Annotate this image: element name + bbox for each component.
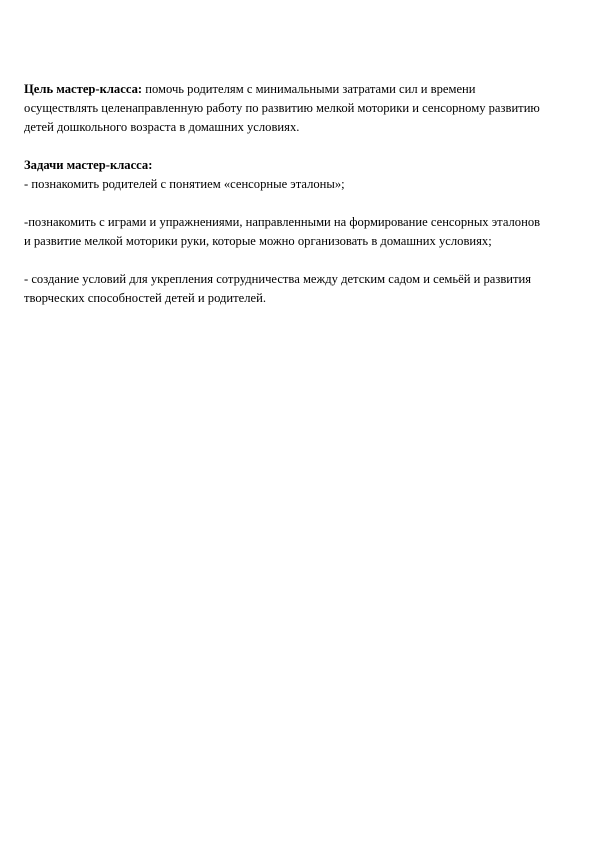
goal-paragraph bbox=[24, 80, 544, 137]
task-item-2: -познакомить с играми и упражнениями, направленными на формирование сенсорных эталонов и развитие мелкой моторики руки, которые можно организовать в домашних условиях; bbox=[24, 215, 541, 248]
paragraph-spacer bbox=[24, 194, 544, 213]
document-page bbox=[24, 80, 544, 308]
task-item-1: - познакомить родителей с понятием «сенсорные эталоны»; bbox=[24, 177, 345, 191]
goal-text: помочь родителям с минимальными затратами сил и времени осуществлять целенаправленную работу по развитию мелкой моторики и сенсорному развитию детей дошкольного возраста в домашних условиях. bbox=[24, 82, 540, 134]
paragraph-spacer bbox=[24, 251, 544, 270]
paragraph-spacer bbox=[24, 137, 544, 156]
tasks-heading: Задачи мастер-класса: bbox=[24, 158, 153, 172]
goal-label: Цель мастер-класса: bbox=[24, 82, 143, 96]
task-item-3: - создание условий для укрепления сотрудничества между детским садом и семьёй и развития творческих способностей детей и родителей. bbox=[24, 272, 532, 305]
